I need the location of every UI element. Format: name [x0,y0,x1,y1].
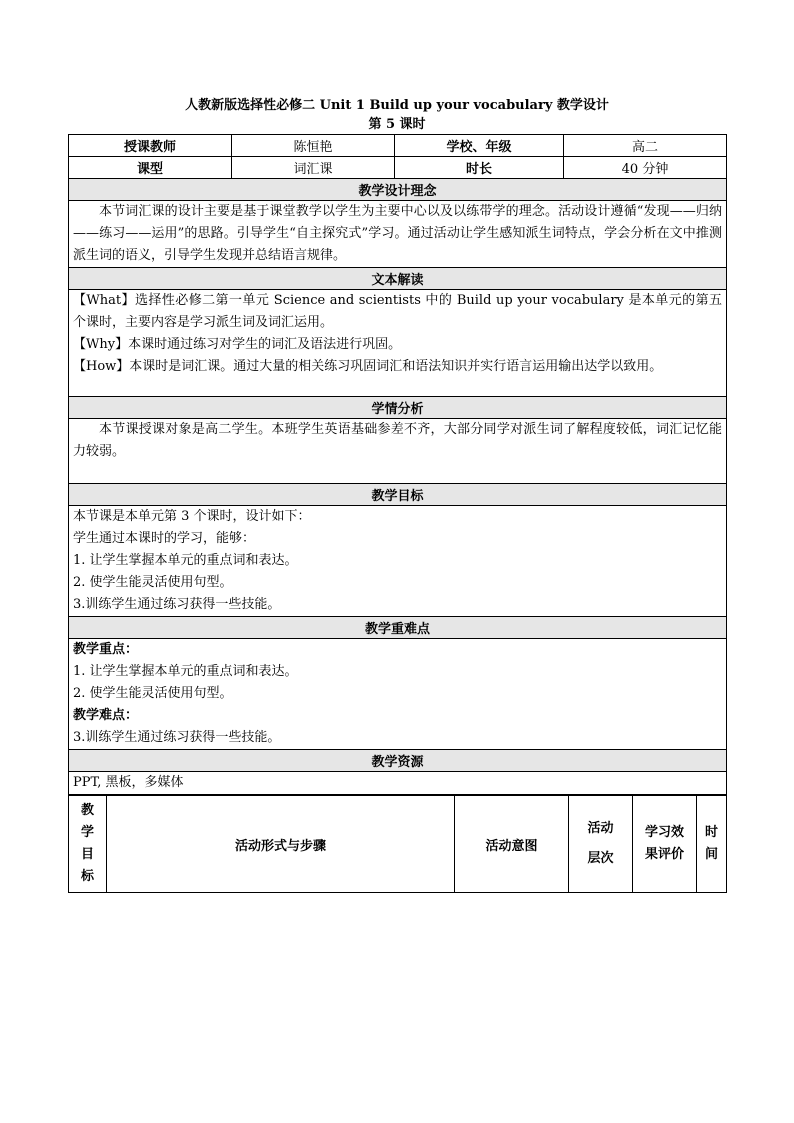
activity-level-header: 活动 层次 [569,796,633,893]
objectives-line: 本节课是本单元第 3 个课时，设计如下： [73,509,311,524]
objectives-line: 3.训练学生通过练习获得一些技能。 [73,597,281,612]
students-body-row [69,419,727,484]
teacher-value: 陈恒艳 [232,135,395,157]
resources-heading: 教学资源 [69,750,727,772]
learning-evaluation-header: 学习效 果评价 [633,796,697,893]
concept-heading-row [69,179,727,201]
resources-body-row [69,772,727,795]
focus-line: 2. 使学生能灵活使用句型。 [73,686,233,701]
students-heading: 学情分析 [69,397,727,419]
school-label: 学校、年级 [395,135,564,157]
key-points-body-row [69,639,727,750]
difficulty-label: 教学难点： [73,708,139,723]
objectives-heading: 教学目标 [69,484,727,506]
difficulty-line: 3.训练学生通过练习获得一些技能。 [73,730,281,745]
info-table [68,134,727,795]
what-paragraph: 【What】选择性必修二第一单元 Science and scientists 中的 Build up your vocabulary 是本单元的第五个课时，主要内容是学习派生词及词汇运用。 [73,293,722,330]
activity-intent-header: 活动意图 [455,796,569,893]
key-points-body [69,639,727,750]
text-analysis-body [69,290,727,397]
time-header: 时 间 [697,796,727,893]
info-row-type [69,157,727,179]
type-label: 课型 [69,157,232,179]
students-heading-row [69,397,727,419]
activity-table [68,795,727,893]
objectives-line: 1. 让学生掌握本单元的重点词和表达。 [73,553,298,568]
focus-line: 1. 让学生掌握本单元的重点词和表达。 [73,664,298,679]
text-analysis-body-row [69,290,727,397]
text-analysis-heading: 文本解读 [69,268,727,290]
teacher-label: 授课教师 [69,135,232,157]
school-value: 高二 [564,135,727,157]
activity-steps-header: 活动形式与步骤 [107,796,455,893]
info-row-teacher [69,135,727,157]
concept-heading: 教学设计理念 [69,179,727,201]
resources-heading-row [69,750,727,772]
duration-label: 时长 [395,157,564,179]
document-title: 人教新版选择性必修二 Unit 1 Build up your vocabulary 教学设计 [185,98,609,113]
concept-text: 本节词汇课的设计主要是基于课堂教学以学生为主要中心以及以练带学的理念。活动设计遵循“发现——归纳——练习——运用”的思路。引导学生“自主探究式”学习。通过活动让学生感知派生词特点，学会分析在文中推测派生词的语义，引导学生发现并总结语言规律。 [69,201,727,268]
objectives-line: 学生通过本课时的学习，能够： [73,531,256,546]
how-paragraph: 【How】本课时是词汇课。通过大量的相关练习巩固词汇和语法知识并实行语言运用输出达学以致用。 [73,359,663,374]
objectives-body [69,506,727,617]
lesson-number: 第 5 课时 [368,117,426,132]
students-text: 本节课授课对象是高二学生。本班学生英语基础参差不齐，大部分同学对派生词了解程度较低，词汇记忆能力较弱。 [69,419,727,484]
objectives-body-row [69,506,727,617]
activity-header-row [69,796,727,893]
concept-body-row [69,201,727,268]
lesson-plan-page [68,96,726,893]
key-points-heading: 教学重难点 [69,617,727,639]
objectives-line: 2. 使学生能灵活使用句型。 [73,575,233,590]
duration-value: 40 分钟 [564,157,727,179]
focus-label: 教学重点： [73,642,139,657]
type-value: 词汇课 [232,157,395,179]
resources-text: PPT, 黑板，多媒体 [69,772,727,795]
objective-column-header: 教 学 目 标 [69,796,107,893]
objectives-heading-row [69,484,727,506]
why-paragraph: 【Why】本课时通过练习对学生的词汇及语法进行巩固。 [73,337,402,352]
key-points-heading-row [69,617,727,639]
text-analysis-heading-row [69,268,727,290]
